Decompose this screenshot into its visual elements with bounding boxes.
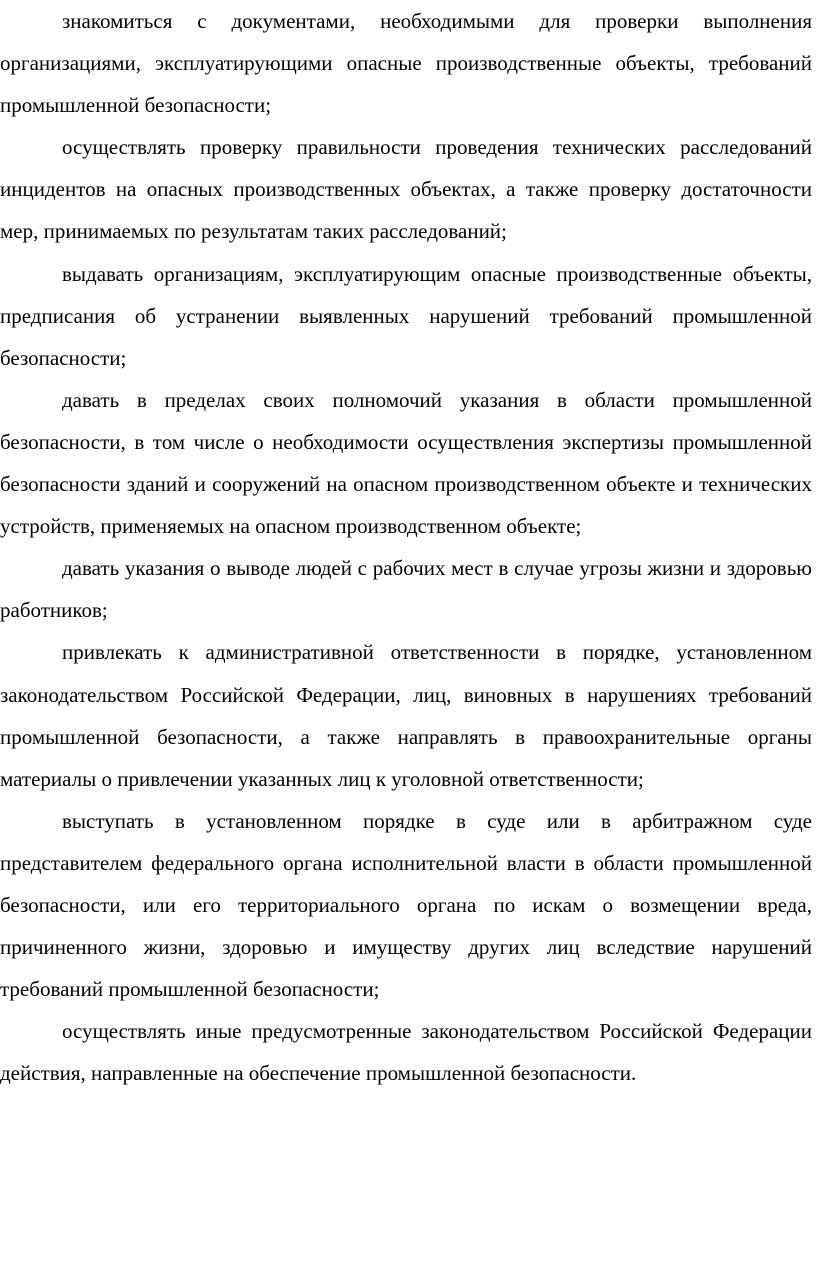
paragraph-other-actions: осуществлять иные предусмотренные законодательством Российской Федерации действия, направленные на обеспечение промышленной безопасности. <box>0 1019 812 1086</box>
paragraph-administrative-liability: привлекать к административной ответственности в порядке, установленном законодательством Российской Федерации, лиц, виновных в нарушениях требований промышленной безопасности, а также направлять в правоохранительные органы материалы о привлечении указанных лиц к уголовной ответственности; <box>0 640 812 791</box>
paragraph-evacuate-people: давать указания о выводе людей с рабочих мест в случае угрозы жизни и здоровью работников; <box>0 556 812 623</box>
paragraph-access-documents: знакомиться с документами, необходимыми для проверки выполнения организациями, эксплуатирующими опасные производственные объекты, требований промышленной безопасности; <box>0 9 812 118</box>
paragraph-give-instructions: давать в пределах своих полномочий указания в области промышленной безопасности, в том числе о необходимости осуществления экспертизы промышленной безопасности зданий и сооружений на опасном производственном объекте и технических устройств, применяемых на опасном производственном объекте; <box>0 387 812 539</box>
paragraph-issue-orders: выдавать организациям, эксплуатирующим опасные производственные объекты, предписания об устранении выявленных нарушений требований промышленной безопасности; <box>0 261 812 370</box>
paragraph-check-investigations: осуществлять проверку правильности проведения технических расследований инцидентов на опасных производственных объектах, а также проверку достаточности мер, принимаемых по результатам таких расследований; <box>0 135 812 244</box>
paragraph-court-representation: выступать в установленном порядке в суде или в арбитражном суде представителем федерального органа исполнительной власти в области промышленной безопасности, или его территориального органа по искам о возмещении вреда, причиненного жизни, здоровью и имуществу других лиц вследствие нарушений требований промышленной безопасности; <box>0 808 812 1002</box>
